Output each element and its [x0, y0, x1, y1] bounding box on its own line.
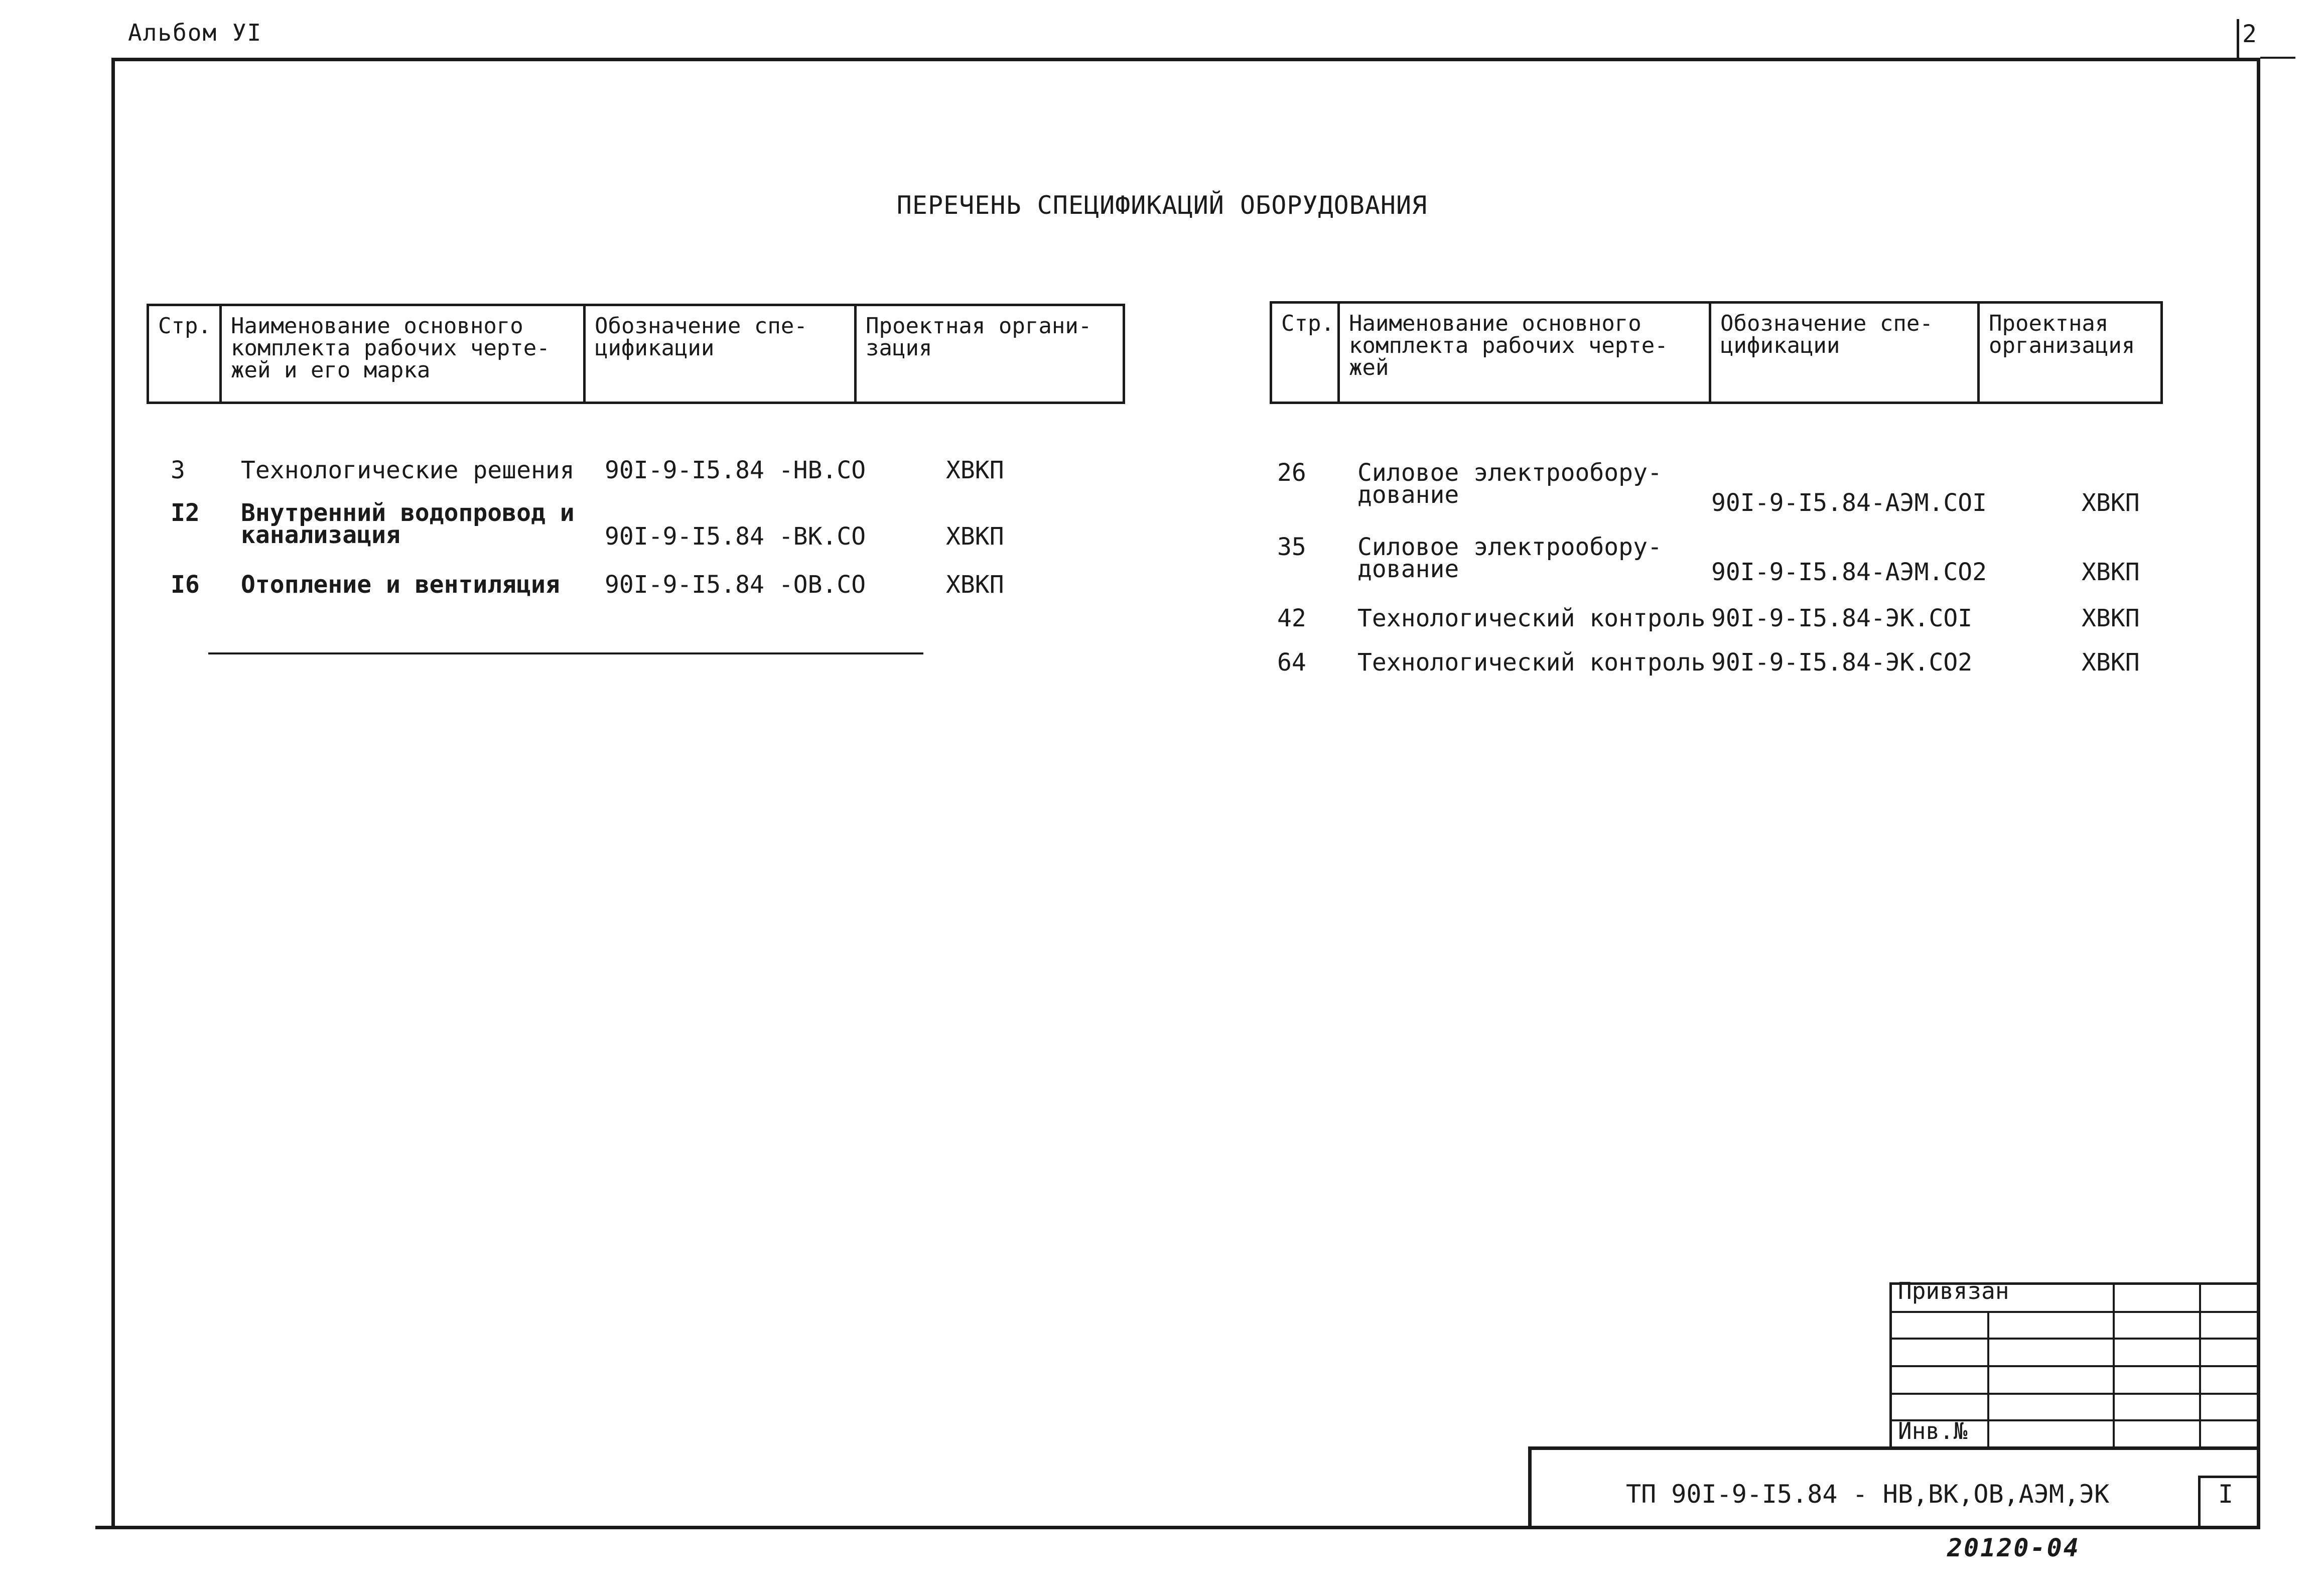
left-row-2-name: Внутренний водопровод и канализация — [241, 499, 575, 549]
left-row-2-org: ХВКП — [946, 522, 1004, 551]
right-row-2-code: 90I-9-I5.84-АЭМ.СО2 — [1711, 558, 1987, 586]
right-col-page: Стр. — [1271, 303, 1339, 403]
right-row-4-page: 64 — [1277, 648, 1306, 677]
archive-stamp: 20120-04 — [1947, 1533, 2080, 1562]
tb-line — [1528, 1446, 2260, 1450]
left-col-org: Проектная органи- зация — [856, 305, 1124, 403]
left-col-code: Обозначение спе- цификации — [585, 305, 856, 403]
tb-line — [1889, 1393, 2260, 1395]
tb-line — [1889, 1311, 2260, 1313]
right-row-4-name: Технологический контроль — [1357, 648, 1706, 677]
tb-line — [1987, 1311, 1989, 1449]
left-row-1-org: ХВКП — [946, 456, 1004, 484]
right-col-code: Обозначение спе- цификации — [1710, 303, 1979, 403]
sheet-tick-line — [2237, 19, 2239, 60]
left-row-3-name: Отопление и вентиляция — [241, 571, 560, 599]
tb-designation: ТП 90I-9-I5.84 - НВ,ВК,ОВ,АЭМ,ЭК — [1626, 1480, 2110, 1509]
right-row-3-code: 90I-9-I5.84-ЭК.СОI — [1711, 604, 1973, 632]
left-table-header — [147, 304, 1125, 404]
left-col-name: Наименование основного комплекта рабочих черте- жей и его марка — [221, 305, 585, 403]
tb-sheet: I — [2218, 1480, 2234, 1509]
right-row-2-page: 35 — [1277, 533, 1306, 561]
tb-bound-label: Привязан — [1898, 1277, 2009, 1304]
right-row-1-code: 90I-9-I5.84-АЭМ.СОI — [1711, 489, 1987, 517]
sheet-number: 2 — [2242, 20, 2257, 48]
frame-extension-right — [2260, 57, 2295, 59]
tb-line — [2198, 1476, 2260, 1478]
right-row-1-name: Силовое электрообору- дование — [1357, 459, 1662, 509]
tb-line — [2113, 1282, 2115, 1449]
right-row-3-org: ХВКП — [2082, 604, 2140, 632]
left-row-1-page: 3 — [171, 456, 185, 484]
right-row-3-page: 42 — [1277, 604, 1306, 632]
album-label: Альбом УI — [128, 19, 262, 46]
tb-line — [1889, 1338, 2260, 1340]
left-row-1-name: Технологические решения — [241, 456, 575, 484]
right-row-3-name: Технологический контроль — [1357, 604, 1706, 632]
tb-line — [1889, 1365, 2260, 1367]
left-row-3-page: I6 — [171, 571, 200, 599]
left-col-page: Стр. — [148, 305, 221, 403]
right-table-header — [1270, 301, 2163, 404]
right-row-2-name: Силовое электрообору- дование — [1357, 533, 1662, 583]
left-row-3-org: ХВКП — [946, 571, 1004, 599]
left-row-1-code: 90I-9-I5.84 -НВ.СО — [605, 456, 866, 484]
right-row-4-org: ХВКП — [2082, 648, 2140, 677]
frame-extension-left — [95, 1526, 115, 1529]
tb-line — [2199, 1282, 2201, 1449]
tb-inv-label: Инв.№ — [1898, 1417, 1968, 1444]
right-row-1-org: ХВКП — [2082, 489, 2140, 517]
left-row-2-code: 90I-9-I5.84 -ВК.СО — [605, 522, 866, 551]
left-row-2-page: I2 — [171, 499, 200, 527]
right-row-2-org: ХВКП — [2082, 558, 2140, 586]
page-title: ПЕРЕЧЕНЬ СПЕЦИФИКАЦИЙ ОБОРУДОВАНИЯ — [896, 191, 1428, 220]
right-col-org: Проектная организация — [1979, 303, 2162, 403]
right-row-4-code: 90I-9-I5.84-ЭК.СО2 — [1711, 648, 1973, 677]
left-table-end-line — [208, 652, 923, 654]
tb-line — [2198, 1476, 2201, 1527]
tb-line — [1528, 1446, 1532, 1527]
right-row-1-page: 26 — [1277, 459, 1306, 487]
left-row-3-code: 90I-9-I5.84 -ОВ.СО — [605, 571, 866, 599]
right-col-name: Наименование основного комплекта рабочих черте- жей — [1339, 303, 1710, 403]
drawing-frame — [111, 58, 2260, 1529]
